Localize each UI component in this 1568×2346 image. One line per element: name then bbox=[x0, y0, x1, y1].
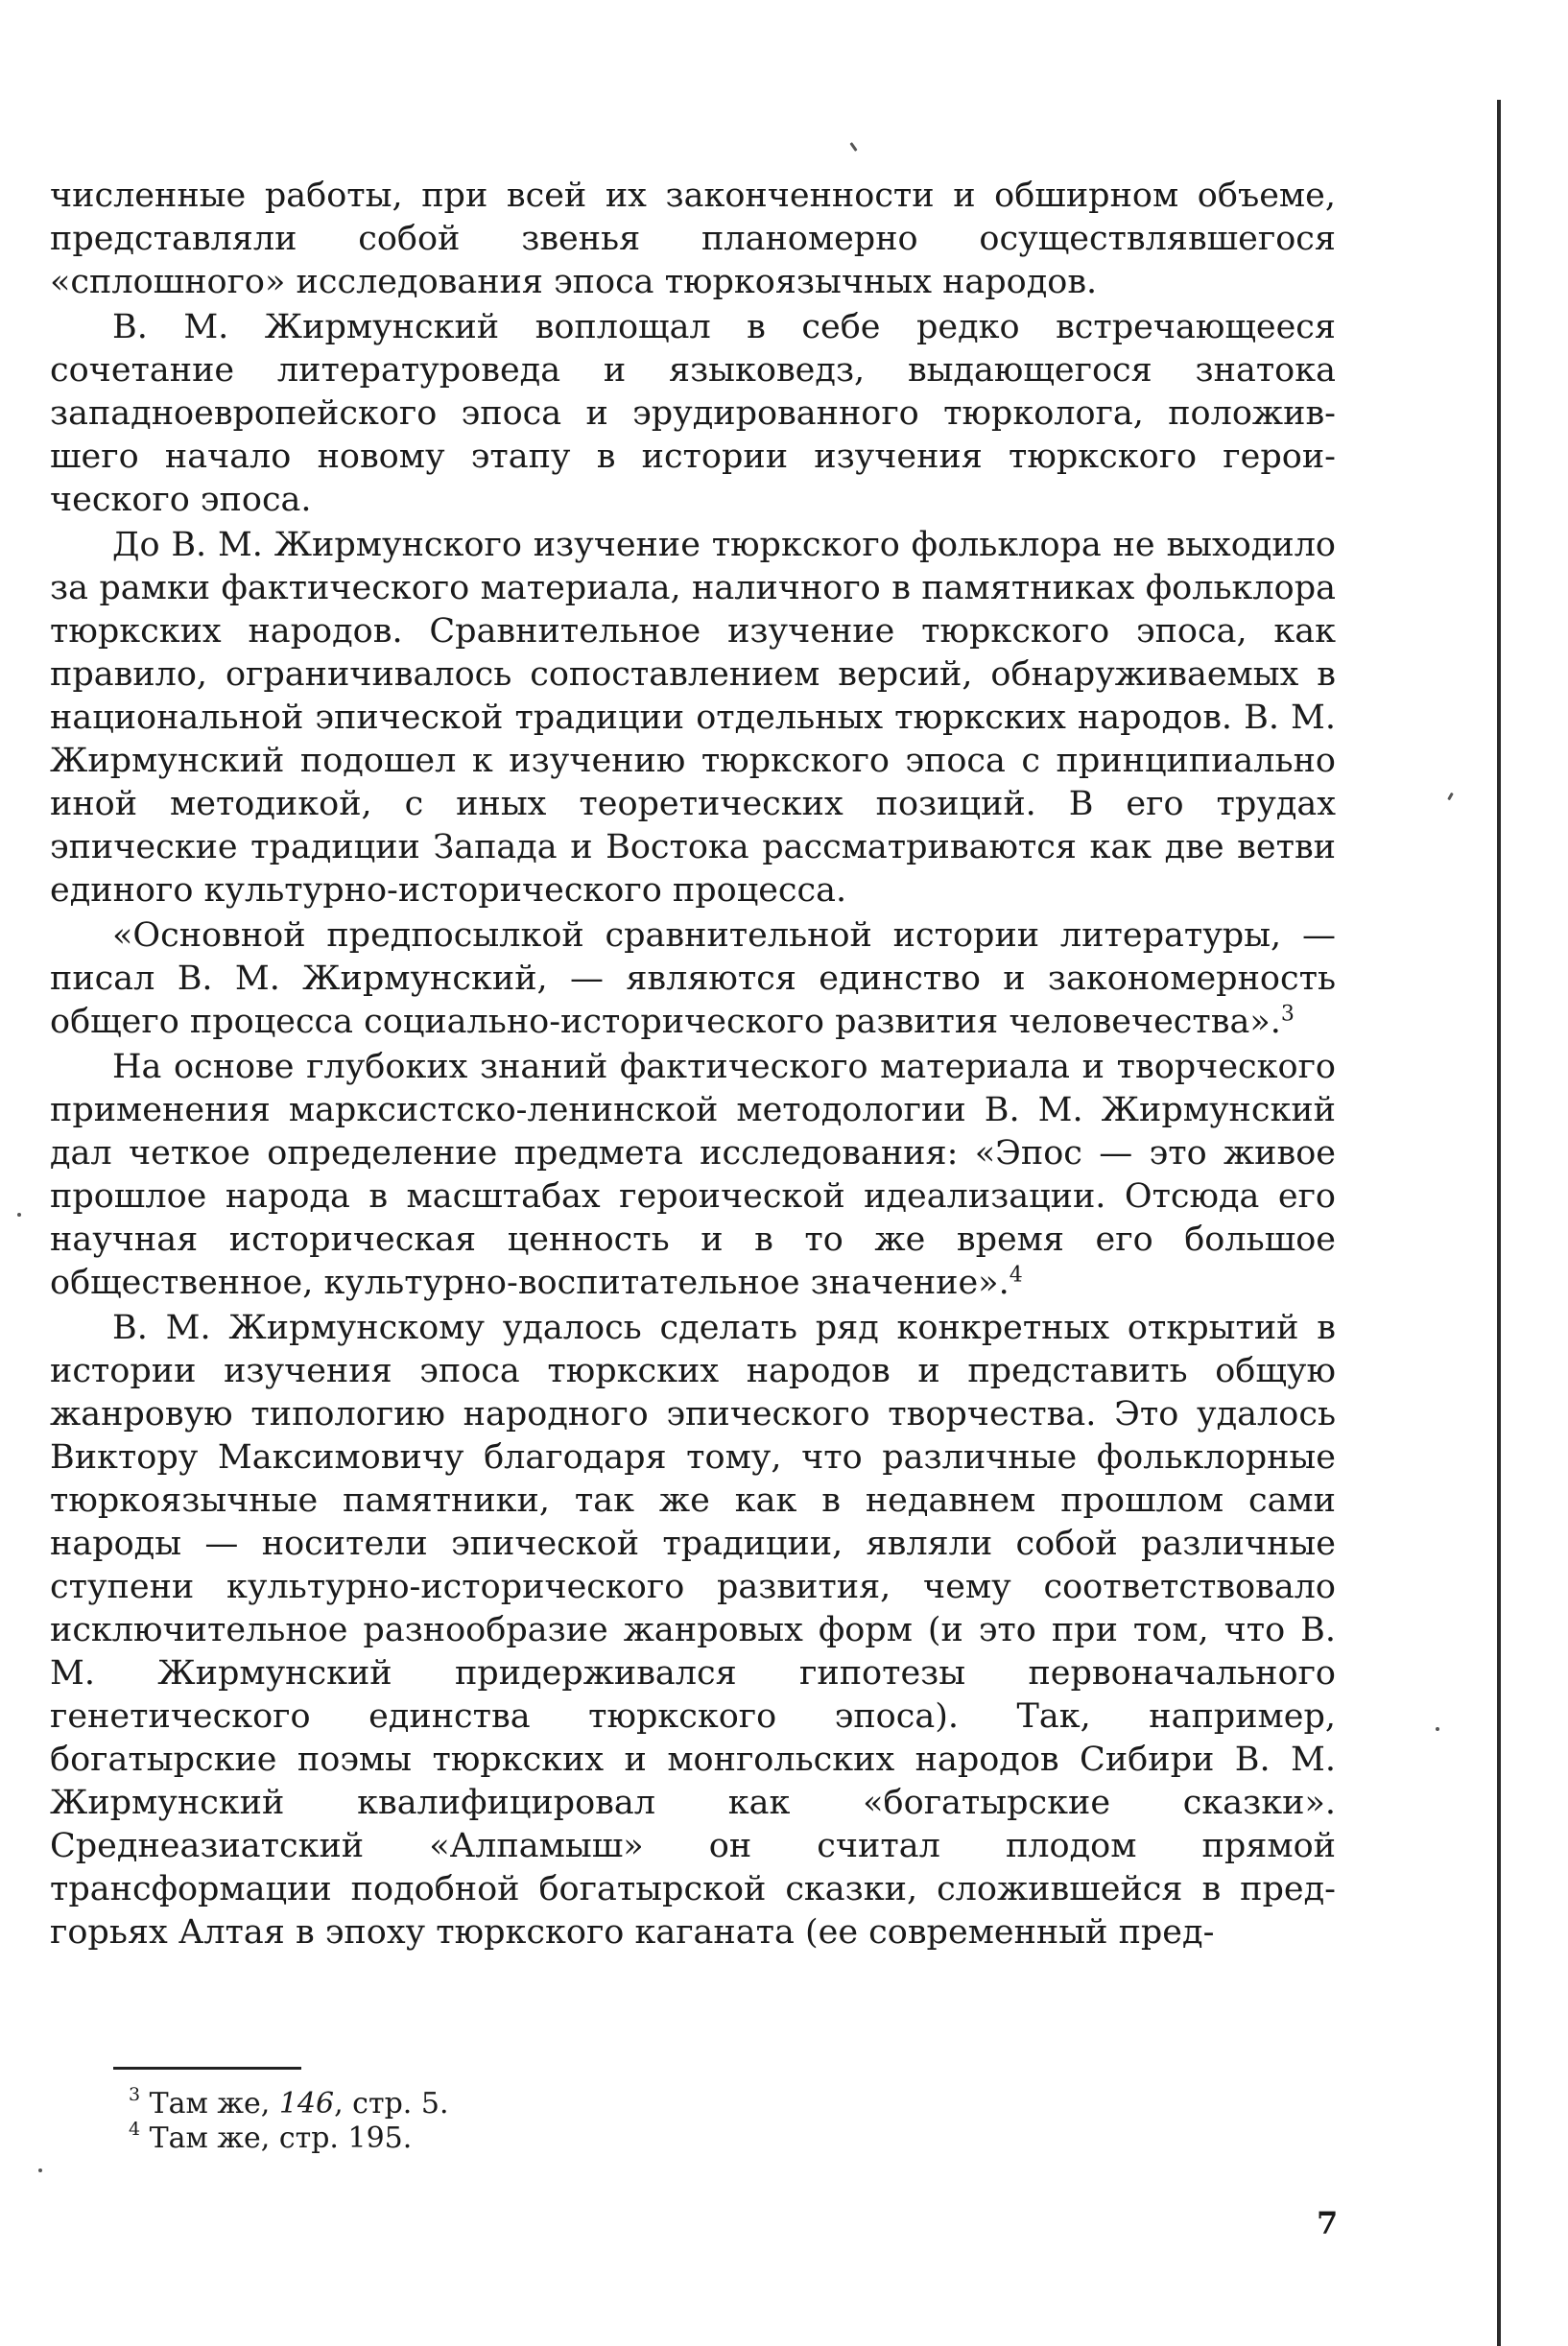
scan-speck bbox=[1436, 1727, 1439, 1731]
paragraph-4-text: «Основной предпосылкой сравнительной истории литературы, — писал В. М. Жирмунский, — являются единство и закономерность общего процесса социально-исторического развития человечества». bbox=[50, 916, 1336, 1041]
footnote-mark: 4 bbox=[129, 2119, 141, 2140]
page-number: 7 bbox=[1317, 2205, 1339, 2241]
footnote-ref-4: 4 bbox=[1009, 1263, 1023, 1288]
footnotes bbox=[129, 2084, 449, 2156]
footnote-4 bbox=[129, 2121, 448, 2156]
scan-speck bbox=[1447, 793, 1454, 800]
main-text bbox=[50, 175, 1336, 1955]
paragraph-2: В. М. Жирмунский воплощал в себе редко встречающееся сочетание литературоведа и языковедз, выдающегося знатока западноевропейского эпоса и эрудированного тюрколога, положившего начало новому этапу в истории изучения тюркского героического эпоса. bbox=[50, 308, 1336, 519]
paragraph-5-text: На основе глубоких знаний фактического материала и творческого применения марксистско-ленинской методологии В. М. Жирмунский дал четкое определение предмета исследования: «Эпос — это живое прошлое народа в масштабах героической идеализации. Отсюда его научная историческая ценность и в то же время его большое общественное, культурно-воспитательное значение». bbox=[50, 1048, 1336, 1302]
paragraph-4 bbox=[50, 914, 1336, 1044]
footnote-source-number: 146 bbox=[278, 2087, 335, 2121]
footnote-mark: 3 bbox=[129, 2084, 141, 2105]
paragraph-6: В. М. Жирмунскому удалось сделать ряд конкретных открытий в истории изучения эпоса тюркских народов и представить общую жанровую типологию народного эпического творчества. Это удалось Виктору Максимовичу благодаря тому, что различные фольклорные тюркоязычные памятники, так же как в недавнем прошлом сами народы — носители эпической традиции, являли собой различные ступени культурно-исторического развития, чему соответствовало исключительное разнообразие жанровых форм (и это при том, что В. М. Жирмунский придерживался гипотезы первоначального генетического единства тюркского эпоса). Так, например, богатырские поэмы тюркских и монгольских народов Сибири В. М. Жирмунский квалифицировал как «богатырские сказки». Среднеазиатский «Алпамыш» он считал плодом прямой трансформации подобной богатырской сказки, сложившейся в предгорьях Алтая в эпоху тюркского каганата (ее современный пред- bbox=[50, 1309, 1336, 1952]
scan-speck bbox=[17, 1213, 21, 1217]
footnote-ref-3: 3 bbox=[1280, 1002, 1295, 1027]
page-binding-edge bbox=[1497, 100, 1501, 2346]
paragraph-1: численные работы, при всей их законченности и обширном объеме, представляли собой звенья планомерно осуществлявшегося «сплошного» исследования эпоса тюркоязычных народов. bbox=[50, 177, 1336, 301]
footnote-text: Там же, стр. 195. bbox=[149, 2121, 413, 2155]
footnote-text: Там же, bbox=[149, 2087, 279, 2121]
footnote-divider bbox=[113, 2067, 301, 2070]
footnote-text-end: , стр. 5. bbox=[334, 2087, 449, 2121]
scan-speck bbox=[849, 142, 857, 152]
footnote-3 bbox=[129, 2084, 449, 2121]
paragraph-5 bbox=[50, 1046, 1336, 1305]
scan-speck bbox=[38, 2168, 42, 2172]
paragraph-3: До В. М. Жирмунского изучение тюркского фольклора не выходило за рамки фактического материала, наличного в памятниках фольклора тюркских народов. Сравнительное изучение тюркского эпоса, как правило, ограничивалось сопоставлением версий, обнаруживаемых в национальной эпической традиции отдельных тюркских народов. В. М. Жирмунский подошел к изучению тюркского эпоса с принципиально иной методикой, с иных теоретических позиций. В его трудах эпические традиции Запада и Востока рассматриваются как две ветви единого культурно-исторического процесса. bbox=[50, 526, 1336, 910]
